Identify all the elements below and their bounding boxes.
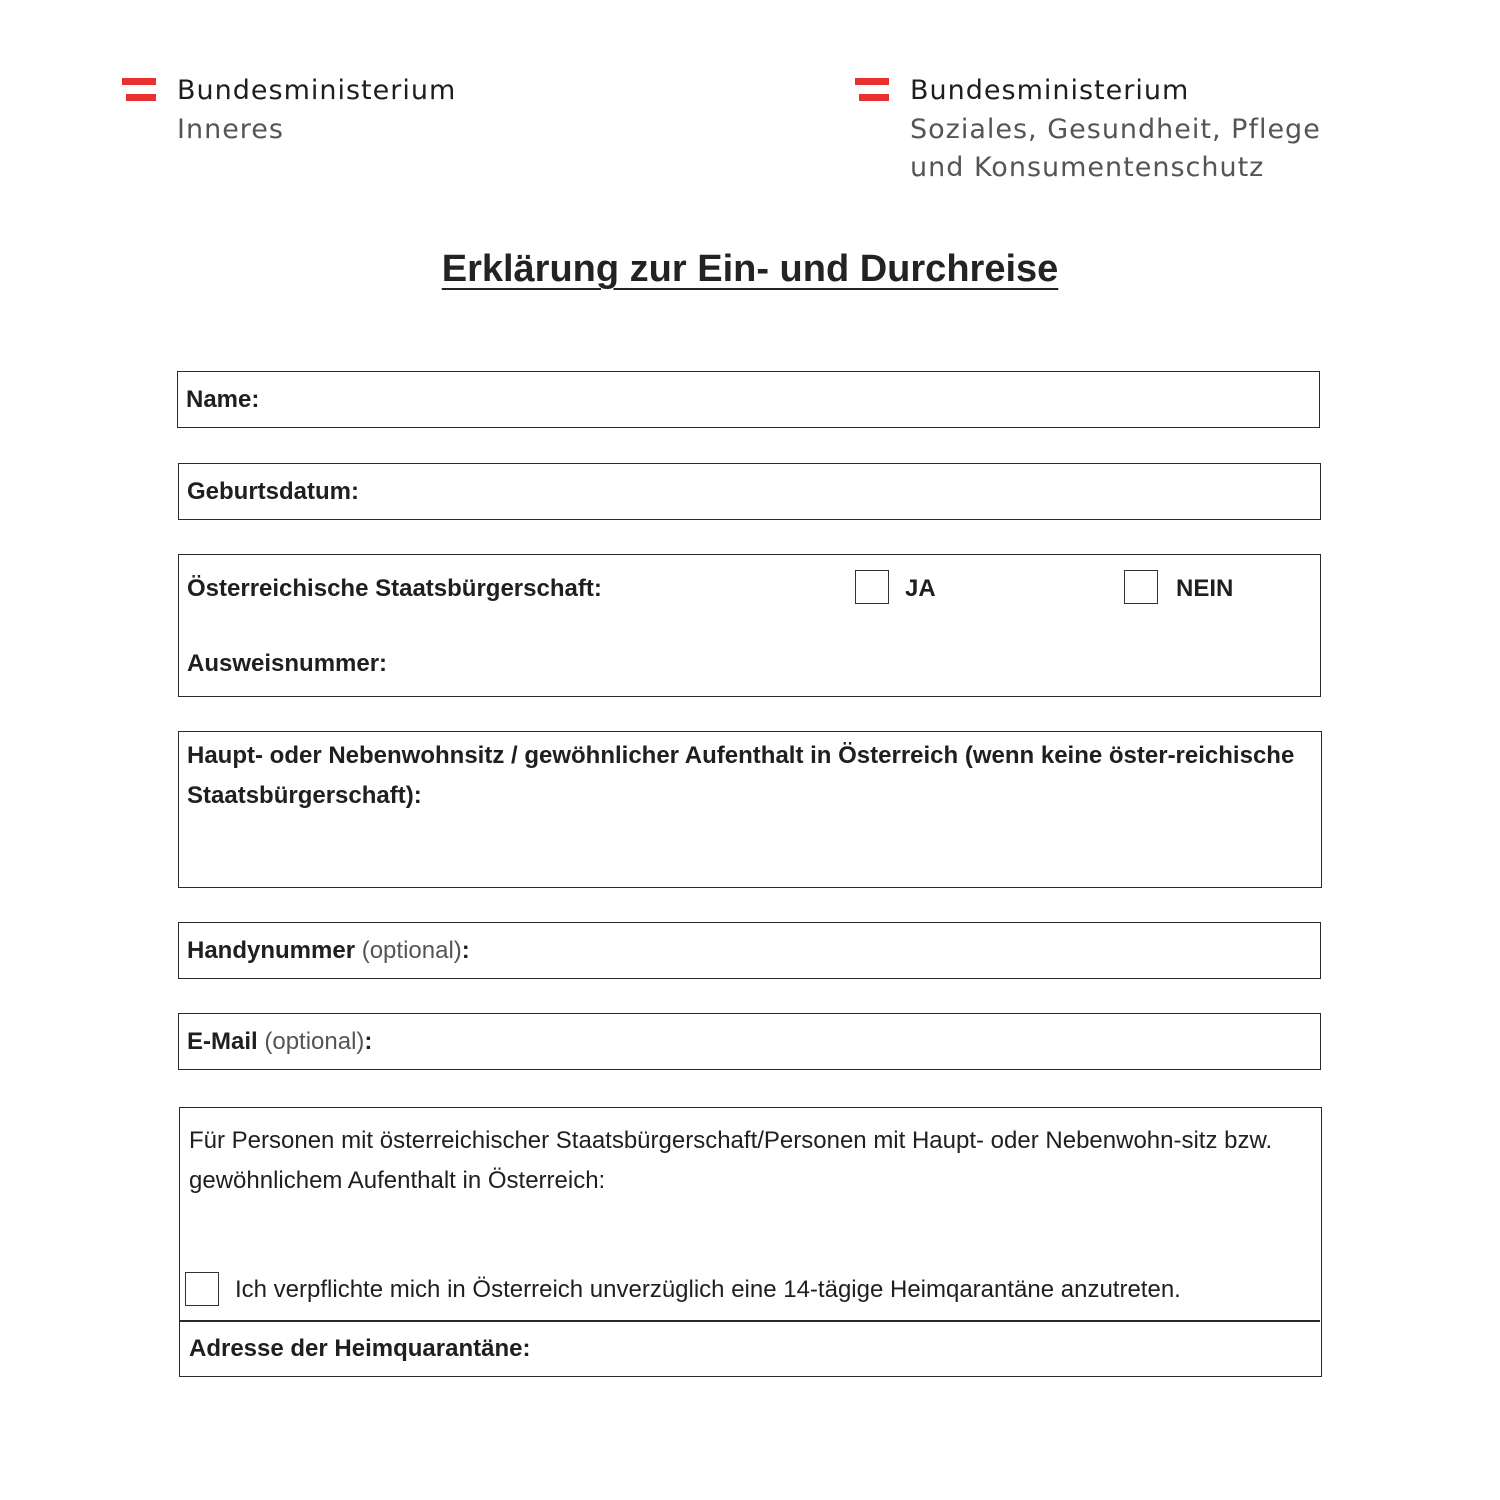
residence-field[interactable] [178,731,1322,888]
phone-colon: : [461,937,470,964]
birthdate-field[interactable] [178,463,1321,520]
citizenship-label: Österreichische Staatsbürgerschaft: [187,575,602,602]
citizenship-section [178,554,1321,697]
phone-label: Handynummer [187,937,356,964]
quarantine-commitment-text: Ich verpflichte mich in Österreich unverzüglich eine 14-tägige Heimqarantäne anzutreten. [235,1276,1181,1303]
quarantine-commitment-checkbox[interactable] [185,1272,219,1306]
quarantine-section [179,1107,1322,1377]
name-label: Name: [186,386,260,413]
email-label-group [187,1028,372,1056]
bmsgpk-department-line1: Soziales, Gesundheit, Pflege [910,113,1321,145]
quarantine-intro: Für Personen mit österreichischer Staatsbürgerschaft/Personen mit Haupt- oder Nebenwohn-sitz bzw. gewöhnlichem Aufenthalt in Österreich: [189,1127,1273,1194]
residence-label: Haupt- oder Nebenwohnsitz / gewöhnlicher Aufenthalt in Österreich (wenn keine öster-reichische Staatsbürgerschaft): [187,742,1295,809]
id-number-label: Ausweisnummer: [187,650,388,677]
citizenship-no-checkbox[interactable] [1124,570,1158,604]
austrian-flag-icon [122,78,156,102]
citizenship-yes-label: JA [905,575,936,602]
bmi-logo-text [177,72,456,149]
bmsgpk-ministry-name: Bundesministerium [910,75,1190,106]
phone-field[interactable] [178,922,1321,979]
bmsgpk-logo-text [910,72,1321,188]
email-optional-note: (optional) [264,1028,365,1055]
birthdate-label: Geburtsdatum: [187,478,360,505]
bmi-ministry-name: Bundesministerium [177,75,457,106]
bmi-department-name: Inneres [177,113,284,145]
email-field[interactable] [178,1013,1321,1070]
bmsgpk-department-line2: und Konsumentenschutz [910,152,1265,183]
citizenship-yes-checkbox[interactable] [855,570,889,604]
email-label: E-Mail [187,1028,258,1055]
phone-optional-note: (optional) [361,937,462,964]
austrian-flag-icon [855,78,889,102]
quarantine-address-field[interactable] [180,1322,1320,1375]
email-colon: : [364,1028,373,1055]
citizenship-no-label: NEIN [1176,575,1234,602]
page-title: Erklärung zur Ein- und Durchreise [441,248,1059,290]
name-field[interactable] [177,371,1320,428]
quarantine-address-label: Adresse der Heimquarantäne: [189,1335,531,1362]
phone-label-group [187,937,470,965]
